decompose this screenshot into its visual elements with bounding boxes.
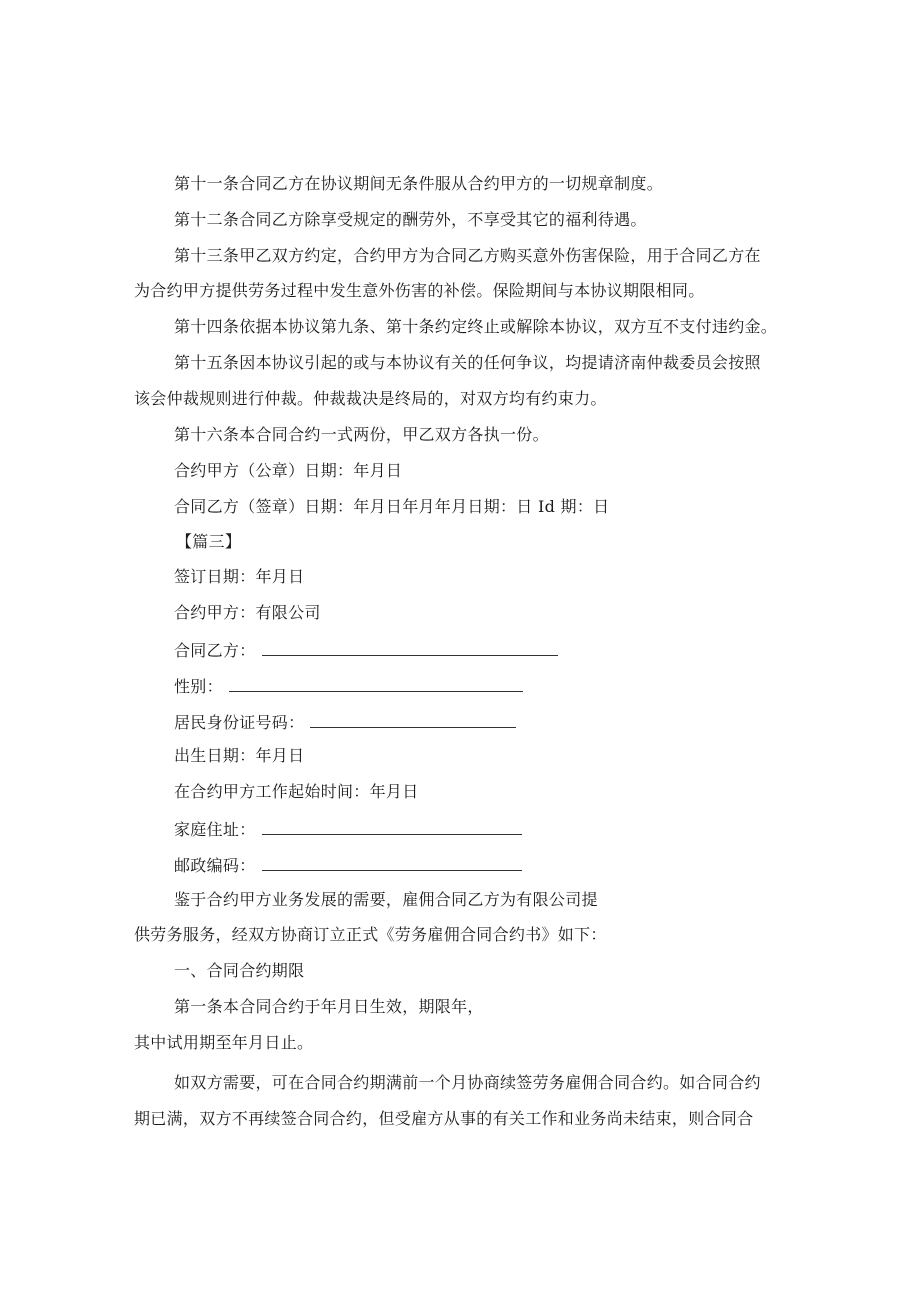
birth-date: 出生日期：年月日 (174, 746, 305, 765)
article-15-line-2: 该会仲裁规则进行仲裁。仲裁裁决是终局的，对双方均有约束力。 (134, 389, 607, 408)
term-heading: 一、合同合约期限 (174, 961, 305, 980)
article-16: 第十六条本合同合约一式两份，甲乙双方各执一份。 (174, 425, 549, 444)
article-13-line-2: 为合约甲方提供劳务过程中发生意外伤害的补偿。保险期间与本协议期限相同。 (134, 281, 705, 300)
article-1-line-2: 其中试用期至年月日止。 (134, 1033, 314, 1052)
postal-code-blank (262, 854, 522, 871)
id-number-blank (310, 711, 516, 728)
id-number-label: 居民身份证号码： (174, 713, 305, 732)
party-a-name: 合约甲方：有限公司 (174, 603, 321, 622)
preamble-line-2: 供劳务服务，经双方协商订立正式《劳务雇佣合同合约书》如下： (134, 925, 607, 944)
work-start-date: 在合约甲方工作起始时间：年月日 (174, 782, 419, 801)
party-b-signature-line: 合同乙方（签章）日期：年月日年月年月日期：日 Id 期：日 (174, 497, 610, 516)
article-11: 第十一条合同乙方在协议期间无条件服从合约甲方的一切规章制度。 (174, 174, 664, 193)
party-b-label: 合同乙方： (174, 641, 256, 660)
party-b-field (174, 639, 558, 661)
gender-blank (229, 675, 523, 692)
gender-field (174, 675, 523, 697)
article-13-line-1: 第十三条甲乙双方约定，合约甲方为合同乙方购买意外伤害保险，用于合同乙方在 (174, 246, 761, 265)
article-12: 第十二条合同乙方除享受规定的酬劳外，不享受其它的福利待遇。 (174, 210, 647, 229)
home-address-label: 家庭住址： (174, 820, 256, 839)
article-1-line-1: 第一条本合同合约于年月日生效，期限年， (174, 997, 484, 1016)
article-15-line-1: 第十五条因本协议引起的或与本协议有关的任何争议，均提请济南仲裁委员会按照 (174, 353, 761, 372)
home-address-field (174, 818, 522, 840)
preamble-line-1: 鉴于合约甲方业务发展的需要，雇佣合同乙方为有限公司提 (174, 890, 598, 909)
section-heading: 【篇三】 (176, 532, 242, 551)
id-number-field (174, 711, 516, 733)
article-14: 第十四条依据本协议第九条、第十条约定终止或解除本协议，双方互不支付违约金。 (174, 317, 778, 336)
renewal-line-1: 如双方需要，可在合同合约期满前一个月协商续签劳务雇佣合同合约。如合同合约 (174, 1073, 761, 1092)
postal-code-field (174, 854, 522, 876)
party-b-blank (262, 639, 558, 656)
home-address-blank (262, 818, 522, 835)
postal-code-label: 邮政编码： (174, 856, 256, 875)
party-a-signature-line: 合约甲方（公章）日期：年月日 (174, 461, 403, 480)
gender-label: 性别： (174, 677, 223, 696)
renewal-line-2: 期已满，双方不再续签合同合约，但受雇方从事的有关工作和业务尚未结束，则合同合 (134, 1109, 754, 1128)
signing-date: 签订日期：年月日 (174, 567, 305, 586)
